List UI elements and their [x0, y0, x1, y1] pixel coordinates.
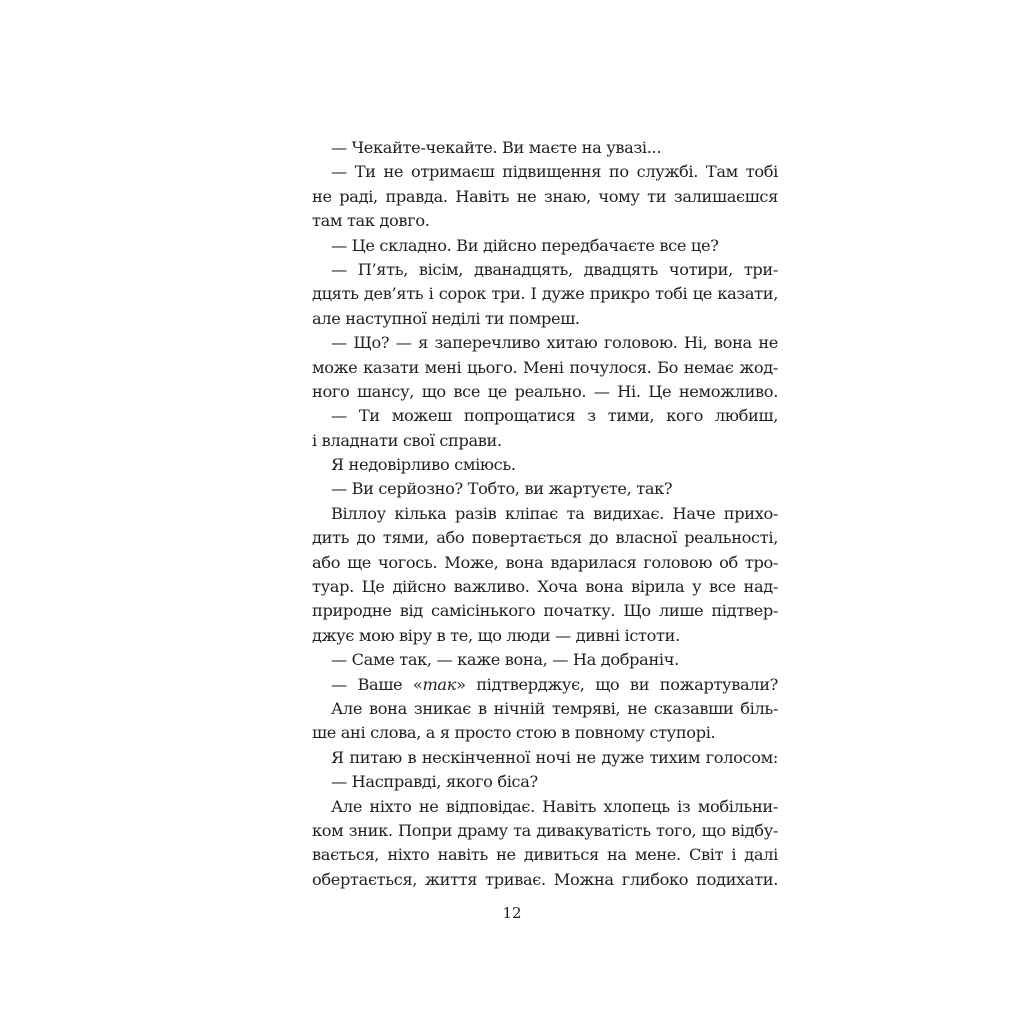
text-line: не раді, правда. Навіть не знаю, чому ти залишаєшся [312, 186, 778, 206]
text-line: джує мою віру в те, що люди — дивні істоти. [312, 625, 680, 645]
text-line: вається, ніхто навіть не дивиться на мене. Світ і далі [312, 845, 778, 865]
text-line: Я питаю в нескінченної ночі не дуже тихим голосом: [331, 747, 778, 767]
text-line: Віллоу кілька разів кліпає та видихає. Наче прихо- [331, 503, 778, 523]
emphasized-word: так [422, 674, 457, 694]
text-line: туар. Це дійсно важливо. Хоча вона вірила у все над- [312, 577, 778, 597]
text-line: обертається, життя триває. Можна глибоко подихати. [312, 869, 778, 889]
text-line: — Це складно. Ви дійсно передбачаєте все це? [331, 235, 719, 255]
text-line: ше ані слова, а я просто стою в повному ступорі. [312, 723, 716, 743]
text-line: і владнати свої справи. [312, 430, 502, 450]
text-line: — Ти не отримаєш підвищення по службі. Там тобі [331, 162, 778, 182]
text-line: — Саме так, — каже вона, — На добраніч. [331, 650, 679, 670]
text-line: ком зник. Попри драму та дивакуватість того, що відбу- [312, 820, 778, 840]
body-text [312, 136, 778, 892]
text-line: — Ти можеш попрощатися з тими, кого любиш, [331, 406, 778, 426]
text-line: — Ви серйозно? Тобто, ви жартуєте, так? [331, 479, 673, 499]
text-line: ного шансу, що все це реально. — Ні. Це неможливо. [312, 381, 778, 401]
text-line: але наступної неділі ти помреш. [312, 308, 580, 328]
page-number: 12 [502, 904, 522, 922]
text-line: — П’ять, вісім, дванадцять, двадцять чотири, три- [331, 259, 778, 279]
text-line: дцять дев’ять і сорок три. І дуже прикро тобі це казати, [312, 284, 778, 304]
text-line: — Що? — я заперечливо хитаю головою. Ні, вона не [331, 333, 778, 353]
text-line: Але ніхто не відповідає. Навіть хлопець із мобільни- [331, 796, 778, 816]
text-line: — Чекайте-чекайте. Ви маєте на увазі... [331, 138, 662, 157]
text-line: або ще чогось. Може, вона вдарилася головою об тро- [312, 552, 778, 572]
text-line: Я недовірливо сміюсь. [331, 455, 516, 475]
text-line: Але вона зникає в нічній темряві, не сказавши біль- [331, 698, 778, 718]
text-line: дить до тями, або повертається до власної реальності, [312, 528, 778, 548]
text-line: — Насправді, якого біса? [331, 772, 538, 792]
text-line: — Ваше «так» підтверджує, що ви пожартували? [331, 674, 779, 694]
text-line: там так довго. [312, 211, 430, 231]
text-line: природне від самісінького початку. Що лише підтвер- [312, 601, 778, 621]
text-line: може казати мені цього. Мені почулося. Бо немає жод- [312, 357, 778, 377]
